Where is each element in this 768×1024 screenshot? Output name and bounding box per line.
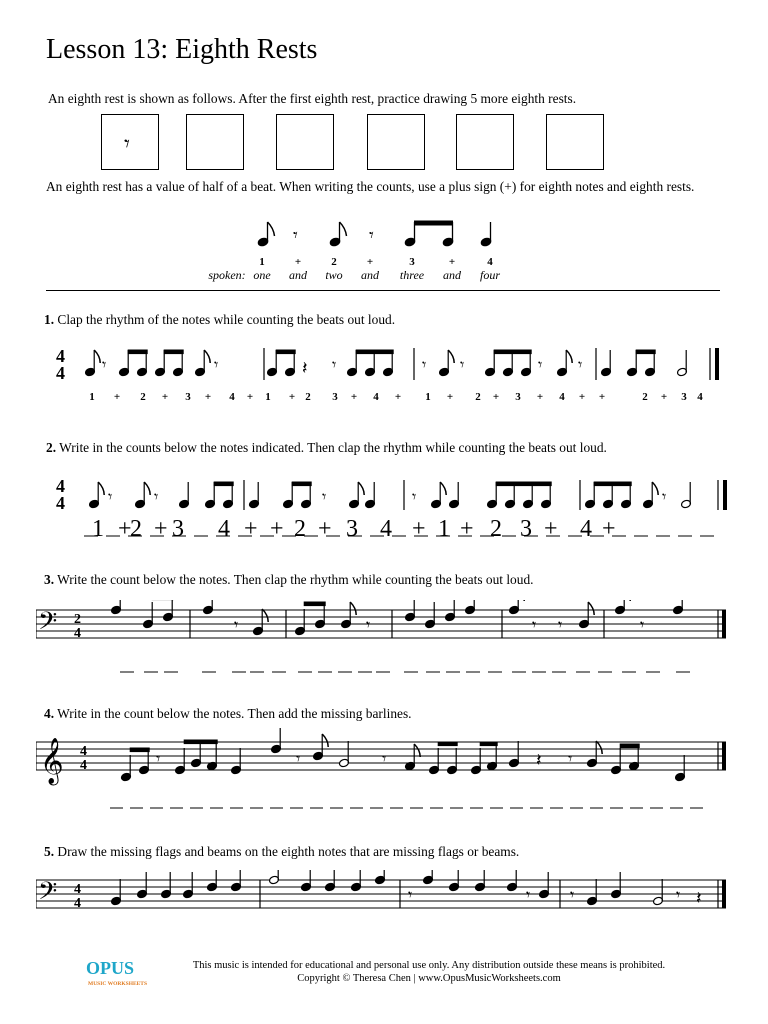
note-flag	[624, 600, 630, 601]
svg-text:4: 4	[80, 744, 87, 759]
time-signature-top: 4	[56, 476, 65, 496]
eighth-rest-icon: 𝄾	[234, 617, 239, 634]
count-label: +	[161, 391, 169, 403]
note-beam	[292, 482, 311, 486]
time-signature-top: 4	[56, 346, 65, 366]
count-label: 2	[475, 391, 481, 403]
eighth-rest-icon: 𝄾	[322, 489, 327, 506]
explanation-text: An eighth rest has a value of half of a beat. When writing the counts, use a plus sign (+) for eighth notes and eighth rests.	[46, 179, 695, 194]
count-label: +	[446, 391, 454, 403]
handwritten-count: 4	[218, 516, 230, 542]
handwritten-count: 4	[580, 516, 592, 542]
count-label: +	[660, 391, 668, 403]
bass-clef-icon: 𝄢	[38, 608, 58, 641]
time-signature-bottom: 4	[56, 493, 65, 513]
opus-logo	[84, 954, 156, 990]
note-beam	[496, 482, 551, 486]
count-label: +	[113, 391, 121, 403]
note-flag	[518, 600, 524, 601]
handwritten-count: +	[544, 516, 558, 542]
eighth-rest-icon: 𝄾	[412, 489, 417, 506]
note-flag	[566, 350, 572, 363]
eighth-rest-icon: 𝄾	[332, 357, 337, 374]
count-label: +	[578, 391, 586, 403]
eighth-rest-icon: 𝄾	[578, 357, 583, 374]
eighth-rest-icon: 𝄾	[366, 617, 371, 634]
note-beam	[164, 350, 183, 354]
eighth-rest-icon: 𝄾	[662, 489, 667, 506]
count-label: 3	[409, 256, 415, 268]
note-flag	[414, 744, 420, 757]
handwritten-count: +	[602, 516, 616, 542]
q1-rhythm-staff	[50, 340, 730, 410]
count-label: +	[294, 256, 302, 268]
count-label: 4	[487, 256, 493, 268]
footer-disclaimer: This music is intended for educational and personal use only. Any distribution outside these means is prohibited.	[192, 960, 666, 971]
svg-text:4: 4	[74, 896, 81, 911]
handwritten-count: +	[412, 516, 426, 542]
divider	[46, 290, 720, 291]
handwritten-count: 2	[130, 516, 142, 542]
practice-box[interactable]	[186, 114, 244, 170]
eighth-rest-icon: 𝄾	[558, 617, 563, 634]
quarter-rest-icon: 𝄽	[302, 358, 308, 378]
eighth-rest-icon: 𝄾	[156, 751, 161, 768]
count-label: 1	[89, 391, 95, 403]
svg-text:4: 4	[74, 626, 81, 641]
spoken-label: spoken:	[208, 268, 246, 282]
handwritten-count: 1	[92, 516, 104, 542]
q2-rhythm-staff	[50, 470, 730, 542]
note-flag	[358, 482, 364, 495]
handwritten-count: +	[244, 516, 258, 542]
count-label: +	[246, 391, 254, 403]
handwritten-count: 2	[490, 516, 502, 542]
eighth-rest-icon: 𝄾	[538, 357, 543, 374]
handwritten-count: +	[154, 516, 168, 542]
handwritten-count: 3	[520, 516, 532, 542]
eighth-rest-icon: 𝄾	[460, 357, 465, 374]
count-label: 2	[305, 391, 311, 403]
practice-box[interactable]	[546, 114, 604, 170]
eighth-rest-icon: 𝄾	[214, 357, 219, 374]
count-label: 4	[373, 391, 379, 403]
count-label: 4	[697, 391, 703, 403]
note-flag	[98, 482, 104, 495]
count-label: 4	[559, 391, 565, 403]
count-label: 1	[425, 391, 431, 403]
note-flag	[204, 350, 210, 363]
note-flag	[652, 482, 658, 495]
handwritten-count: +	[270, 516, 284, 542]
note-flag	[596, 741, 602, 754]
handwritten-count: +	[318, 516, 332, 542]
count-label: 4	[229, 391, 235, 403]
note-flag	[262, 609, 268, 622]
handwritten-count: +	[460, 516, 474, 542]
eighth-rest-icon: 𝄾	[108, 489, 113, 506]
note-flag	[94, 350, 100, 363]
handwritten-count: 4	[380, 516, 392, 542]
q4-treble-staff	[36, 728, 736, 818]
spoken-word: one	[253, 268, 271, 282]
note-beam	[304, 602, 325, 606]
count-label: 3	[681, 391, 687, 403]
count-label: +	[350, 391, 358, 403]
note-flag	[350, 602, 356, 615]
handwritten-count: 1	[438, 516, 450, 542]
footer-text	[164, 960, 694, 985]
handwritten-count: 2	[294, 516, 306, 542]
quarter-rest-icon: 𝄽	[696, 888, 702, 908]
spoken-word: and	[361, 268, 379, 282]
note-flag	[144, 482, 150, 495]
eighth-rest-icon: 𝄾	[532, 617, 537, 634]
note-flag	[322, 734, 328, 747]
note-beam	[184, 740, 217, 744]
count-label: 1	[259, 256, 265, 268]
q5-bass-staff	[36, 870, 736, 930]
note-flag	[588, 602, 594, 615]
count-label: 2	[331, 256, 337, 268]
note-flag	[448, 350, 454, 363]
svg-text:4: 4	[80, 758, 87, 773]
count-label: 2	[140, 391, 146, 403]
bass-clef-icon: 𝄢	[38, 878, 58, 911]
question-5-heading: 5. Draw the missing flags and beams on the eighth notes that are missing flags or beams.	[44, 844, 520, 859]
note-beam	[214, 482, 233, 486]
example-notation	[240, 210, 520, 258]
count-label: +	[492, 391, 500, 403]
eighth-rest-icon: 𝄾	[568, 751, 573, 768]
spoken-word: four	[479, 268, 501, 282]
eighth-rest-icon: 𝄾	[154, 489, 159, 506]
spoken-word: three	[399, 268, 425, 282]
intro-text: An eighth rest is shown as follows. After the first eighth rest, practice drawing 5 more eighth rests.	[48, 91, 577, 106]
count-label: 1	[265, 391, 271, 403]
svg-text:MUSIC WORKSHEETS: MUSIC WORKSHEETS	[88, 981, 148, 987]
q3-bass-staff	[36, 600, 736, 680]
quarter-rest-icon: 𝄽	[536, 750, 542, 770]
question-2-heading: 2. Write in the counts below the notes indicated. Then clap the rhythm while counting the beats out loud.	[46, 440, 607, 455]
spoken-word: two	[325, 268, 343, 282]
note-beam	[356, 350, 393, 354]
eighth-rest-icon: 𝄾	[124, 131, 130, 156]
practice-box[interactable]	[456, 114, 514, 170]
practice-box[interactable]	[367, 114, 425, 170]
example-rest-box	[101, 114, 159, 170]
eighth-rest-icon: 𝄾	[422, 357, 427, 374]
handwritten-count: 3	[346, 516, 358, 542]
count-label: 2	[642, 391, 648, 403]
page-title: Lesson 13: Eighth Rests	[46, 34, 318, 65]
count-label: +	[366, 256, 374, 268]
treble-clef-icon: 𝄞	[40, 738, 64, 783]
count-label: +	[204, 391, 212, 403]
eighth-rest-icon: 𝄾	[640, 617, 645, 634]
count-label: 3	[332, 391, 338, 403]
note-beam	[438, 742, 457, 746]
svg-text:2: 2	[74, 612, 81, 627]
count-label: 3	[185, 391, 191, 403]
time-signature-bottom: 4	[56, 363, 65, 383]
question-3-heading: 3. Write the count below the notes. Then clap the rhythm while counting the beats out loud.	[44, 572, 534, 587]
svg-text:𝄾: 𝄾	[369, 225, 374, 245]
note-beam	[480, 742, 497, 746]
eighth-rest-icon: 𝄾	[296, 751, 301, 768]
note-beam	[620, 744, 639, 748]
note-beam	[130, 748, 149, 752]
eighth-rest-icon: 𝄾	[526, 887, 531, 904]
handwritten-count: +	[118, 516, 132, 542]
count-label: +	[394, 391, 402, 403]
note-beam	[494, 350, 531, 354]
footer-copyright: Copyright © Theresa Chen | www.OpusMusicWorksheets.com	[297, 972, 561, 984]
question-1-heading: 1. Clap the rhythm of the notes while counting the beats out loud.	[44, 312, 396, 327]
eighth-rest-icon: 𝄾	[382, 751, 387, 768]
note-flag	[440, 482, 446, 495]
question-4-heading: 4. Write in the count below the notes. Then add the missing barlines.	[44, 706, 412, 721]
svg-text:4: 4	[74, 882, 81, 897]
note-beam	[636, 350, 655, 354]
eighth-rest-icon: 𝄾	[408, 887, 413, 904]
handwritten-count: 3	[172, 516, 184, 542]
spoken-word: and	[443, 268, 461, 282]
eighth-rest-icon: 𝄾	[570, 887, 575, 904]
eighth-rest-icon: 𝄾	[676, 887, 681, 904]
note-beam	[276, 350, 295, 354]
count-label: 3	[515, 391, 521, 403]
eighth-rest-icon: 𝄾	[102, 357, 107, 374]
svg-text:𝄾: 𝄾	[293, 225, 298, 245]
count-label: +	[448, 256, 456, 268]
note-beam	[594, 482, 631, 486]
count-label: +	[288, 391, 296, 403]
count-label: +	[536, 391, 544, 403]
spoken-word: and	[289, 268, 307, 282]
count-label: +	[598, 391, 606, 403]
svg-text:OPUS: OPUS	[86, 958, 135, 978]
practice-box[interactable]	[276, 114, 334, 170]
note-beam	[128, 350, 147, 354]
